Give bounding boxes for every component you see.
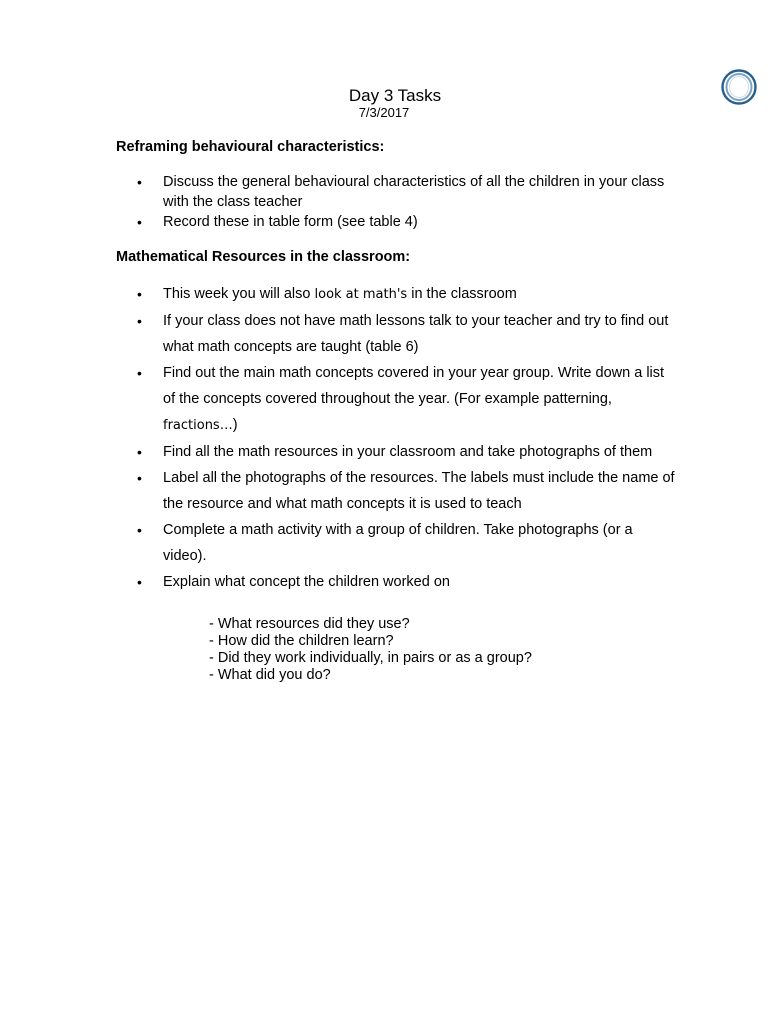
list-item-text: ) [232, 417, 238, 433]
bullet-icon: • [137, 470, 142, 486]
list-item-text: in the classroom [407, 286, 517, 302]
list-item-text: Complete a math activity with a group of children. Take photographs (or a video). [163, 522, 633, 564]
bullet-icon: • [137, 522, 142, 538]
bullet-icon: • [137, 444, 142, 460]
bullet-icon: • [137, 214, 142, 230]
list-item-text-alt-font: fractions… [163, 418, 233, 433]
bullet-icon: • [137, 313, 142, 329]
sub-list-item: - What resources did they use? [209, 616, 410, 632]
document-date: 7/3/2017 [358, 105, 410, 120]
list-item-text: Find out the main math concepts covered in your year group. Write down a list of the concepts covered throughout the year. (For example patterning, [163, 365, 665, 407]
math-task-list [116, 281, 676, 595]
behavioural-task-list [116, 172, 676, 232]
list-item [116, 569, 676, 595]
list-item-text: Record these in table form (see table 4) [163, 214, 418, 230]
bullet-icon: • [137, 574, 142, 590]
list-item [116, 281, 676, 308]
bullet-icon: • [137, 365, 142, 381]
sub-list-item: - Did they work individually, in pairs or as a group? [209, 650, 532, 666]
list-item [116, 172, 676, 212]
bullet-icon: • [137, 174, 142, 190]
section-heading-behavioural: Reframing behavioural characteristics: [116, 139, 385, 155]
list-item [116, 212, 676, 232]
activity-questions-list [209, 616, 532, 684]
page-title: Day 3 Tasks [348, 86, 442, 105]
list-item [116, 465, 676, 517]
list-item-text: This week you will also [163, 286, 315, 302]
list-item-text: Label all the photographs of the resources. The labels must include the name of the resource and what math concepts it is used to teach [163, 470, 675, 512]
sub-list-item: - How did the children learn? [209, 633, 394, 649]
section-heading-math-resources: Mathematical Resources in the classroom: [116, 249, 411, 265]
list-item-text: Explain what concept the children worked on [163, 574, 450, 590]
list-item [116, 308, 676, 360]
list-item [116, 439, 676, 465]
list-item [116, 517, 676, 569]
list-item-text: Discuss the general behavioural characteristics of all the children in your class with the class teacher [163, 174, 665, 210]
list-item-text: If your class does not have math lessons talk to your teacher and try to find out what math concepts are taught (table 6) [163, 313, 669, 355]
list-item [116, 360, 676, 439]
list-item-text: Find all the math resources in your classroom and take photographs of them [163, 444, 653, 460]
bullet-icon: • [137, 286, 142, 302]
sub-list-item: - What did you do? [209, 667, 331, 683]
list-item-text-alt-font: look at math's [314, 287, 408, 302]
